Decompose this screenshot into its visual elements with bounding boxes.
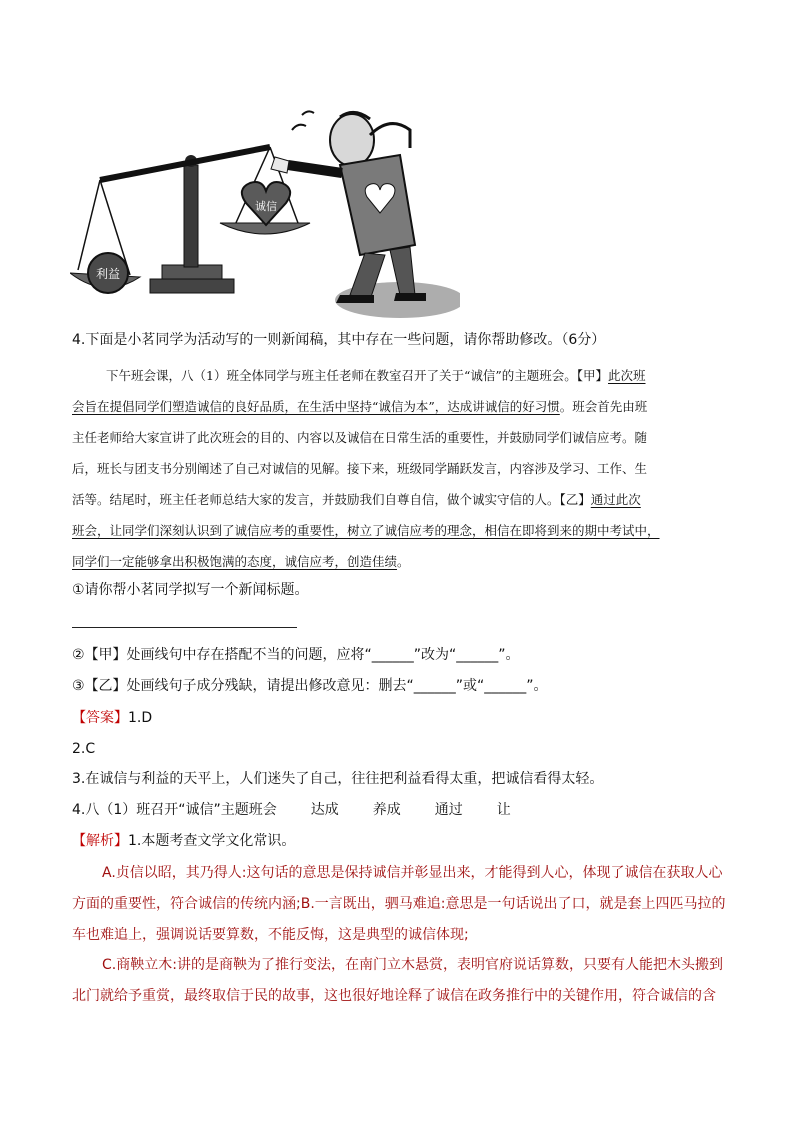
sub-question-1: ①请你帮小茗同学拟写一个新闻标题。 [72,582,309,598]
sub-question-3: ③【乙】处画线句子成分残缺，请提出修改意见：删去“______”或“______”。 [72,678,548,694]
confused-man-figure [271,111,426,303]
news-draft [72,360,732,577]
answer-2: 2.C [72,741,96,757]
analysis-intro: 【解析】1.本题考查文学文化常识。 [72,833,296,849]
news-row: 后，班长与团支书分别阐述了自己对诚信的见解。接下来，班级同学踊跃发言，内容涉及学习、工作、生 [72,461,648,476]
analysis-paragraph-ab: A.贞信以昭，其乃得人:这句话的意思是保持诚信并彰显出来，才能得到人心，体现了诚信在获取人心 方面的重要性，符合诚信的传统内涵;B.一言既出，驷马难追:意思是一句话说出了口，就是套上四匹马拉的 车也难追上，强调说话要算数，不能反悔，这是典型的诚信体现; [72,865,726,943]
answer-3: 3.在诚信与利益的天平上，人们迷失了自己，往往把利益看得太重，把诚信看得太轻。 [72,771,604,787]
answer-blank-line[interactable] [72,627,297,628]
analysis-paragraph-c: C.商鞅立木:讲的是商鞅为了推行变法，在南门立木悬赏，表明官府说话算数，只要有人能把木头搬到 北门就给予重赏，最终取信于民的故事，这也很好地诠释了诚信在政务推行中的关键作用，符合诚信的含 [72,957,723,1004]
balance-scale-cartoon [70,95,460,320]
answer-4: 4.八（1）班召开“诚信”主题班会 达成 养成 通过 让 [72,802,511,818]
news-row: 同学们一定能够拿出积极饱满的态度，诚信应考，创造佳绩。 [72,554,410,569]
news-row: 下午班会课，八（1）班全体同学与班主任老师在教室召开了关于“诚信”的主题班会。【甲】此次班 [106,368,646,383]
news-row: 班会，让同学们深刻认识到了诚信应考的重要性，树立了诚信应考的理念，相信在即将到来的期中考试中， [72,523,660,538]
sub-question-2: ②【甲】处画线句中存在搭配不当的问题，应将“______”改为“______”。 [72,647,520,663]
question-4-prompt: 4.下面是小茗同学为活动写的一则新闻稿，其中存在一些问题，请你帮助修改。（6分） [72,332,606,348]
right-pan-label: 诚信 [255,200,277,213]
left-pan-label: 利益 [95,267,121,281]
news-row: 活等。结尾时，班主任老师总结大家的发言，并鼓励我们自尊自信，做个诚实守信的人。【乙】通过此次 [72,492,641,507]
news-row: 会旨在提倡同学们塑造诚信的良好品质，在生活中坚持“诚信为本”，达成讲诚信的好习惯。班会首先由班 [72,399,648,414]
news-row: 主任老师给大家宣讲了此次班会的目的、内容以及诚信在日常生活的重要性，并鼓励同学们诚信应考。随 [72,430,648,445]
answer-1: 【答案】1.D [72,710,153,726]
